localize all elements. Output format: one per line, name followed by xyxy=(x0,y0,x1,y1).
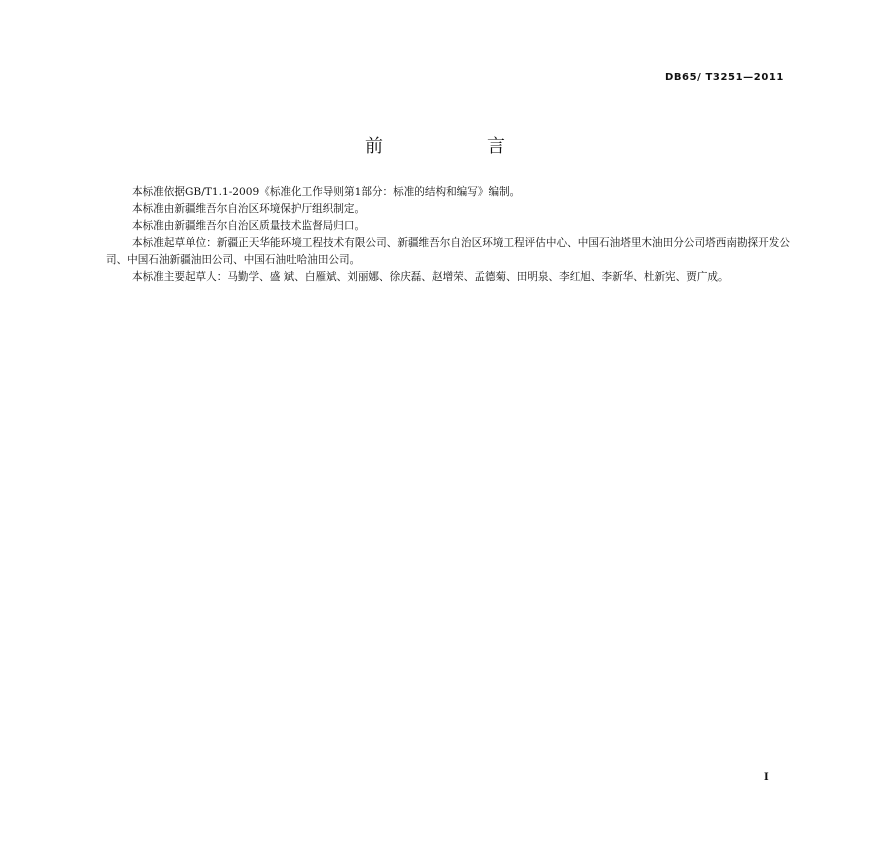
paragraph-drafting-units: 本标准起草单位：新疆正天华能环境工程技术有限公司、新疆维吾尔自治区环境工程评估中心、中国石油塔里木油田分公司塔西南勘探开发公司、中国石油新疆油田公司、中国石油吐哈油田公司。 xyxy=(106,237,790,266)
standard-code: DB65/ T3251—2011 xyxy=(664,72,784,83)
paragraph-organizer: 本标准由新疆维吾尔自治区环境保护厅组织制定。 xyxy=(132,203,366,215)
page-number: I xyxy=(764,772,769,783)
paragraph-drafters: 本标准主要起草人：马勤学、盛 斌、白雁斌、刘丽娜、徐庆磊、赵增荣、孟德菊、田明泉、李红旭、李新华、杜新宪、贾广成。 xyxy=(132,271,729,283)
paragraph-basis: 本标准依据GB/T1.1-2009《标准化工作导则第1部分：标准的结构和编写》编制。 xyxy=(132,186,521,198)
page-title: 前言 xyxy=(365,136,609,157)
foreword-body xyxy=(106,184,790,286)
paragraph-centralizer: 本标准由新疆维吾尔自治区质量技术监督局归口。 xyxy=(132,220,366,232)
